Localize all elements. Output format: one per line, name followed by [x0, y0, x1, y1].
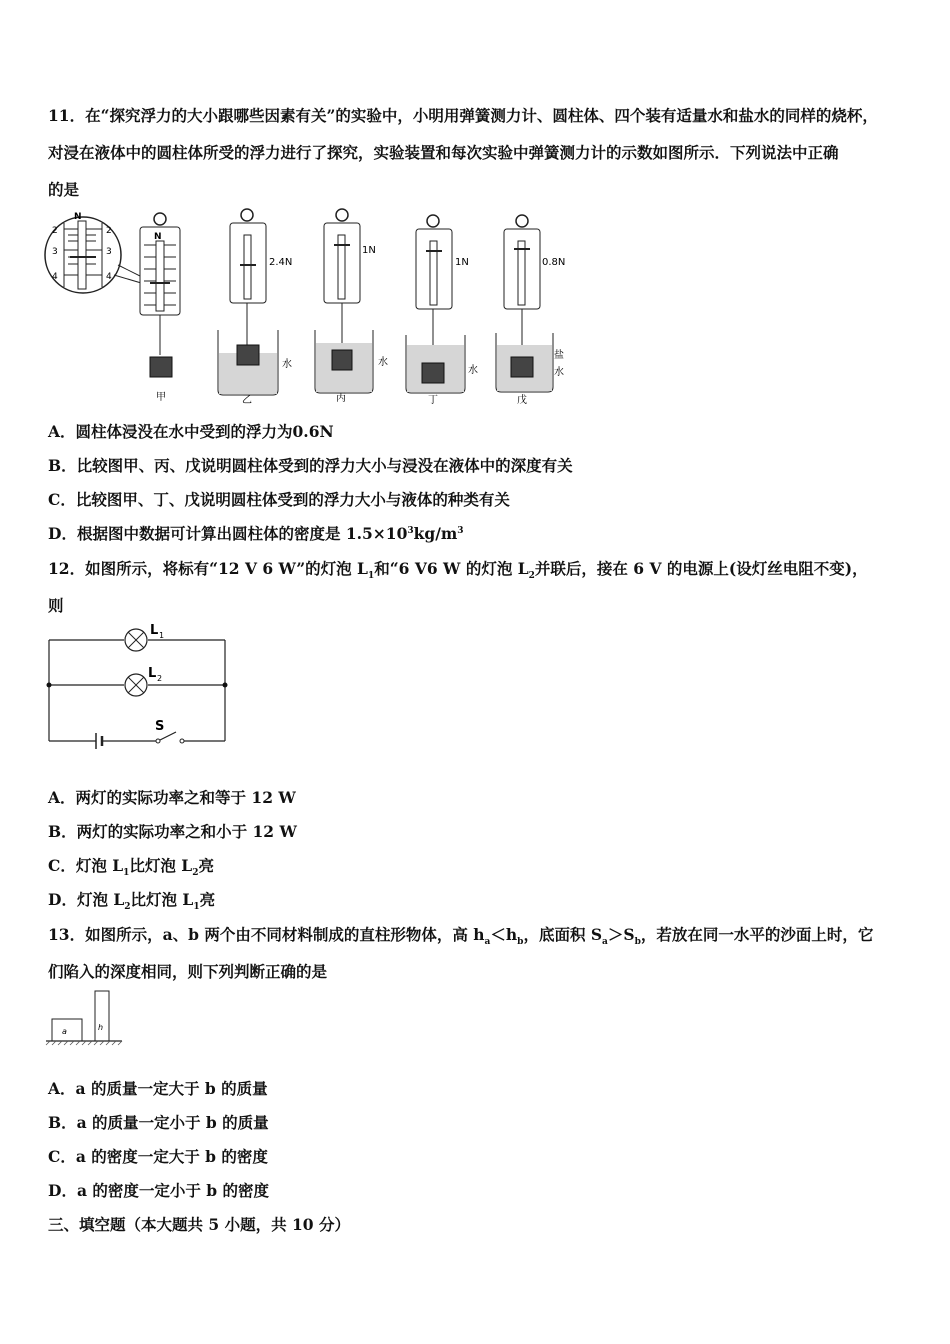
svg-text:水: 水 [468, 365, 478, 376]
q13-option-d[interactable]: D．a 的密度一定小于 b 的密度 [48, 1181, 270, 1200]
q12-stem-line1: 12．如图所示，将标有“12 V 6 W”的灯泡 $L_1$和“6 V6 W 的灯泡 $L_2$并联后，接在 6 V 的电源上(设灯丝电阻不变)， [48, 559, 868, 582]
spring-scale-ding [406, 215, 478, 406]
lamp-l1 [125, 623, 164, 651]
svg-text:4: 4 [52, 272, 58, 282]
spring-scale-yi [218, 209, 292, 406]
svg-text:2: 2 [106, 226, 112, 236]
spring-scale-wu [496, 215, 565, 406]
q11-stem-line2: 对浸在液体中的圆柱体所受的浮力进行了探究，实验装置和每次实验中弹簧测力计的示数如图所示．下列说法中正确 [48, 143, 839, 162]
q13-stem-line1: 13．如图所示，a、b 两个由不同材料制成的直柱形物体，高 $h_a<h_b$，底面积 $S_a>S_b$，若放在同一水平的沙面上时，它 [48, 925, 874, 948]
spring-scale-bing [315, 209, 388, 404]
svg-text:h: h [98, 1023, 104, 1032]
svg-text:S: S [155, 719, 165, 734]
q11-option-b[interactable]: B．比较图甲、丙、戊说明圆柱体受到的浮力大小与浸没在液体中的深度有关 [48, 456, 573, 475]
svg-text:丙: 丙 [336, 393, 346, 404]
q11-option-c[interactable]: C．比较图甲、丁、戊说明圆柱体受到的浮力大小与液体的种类有关 [48, 490, 510, 509]
svg-text:a: a [62, 1027, 67, 1036]
q12-option-d[interactable]: D．灯泡 $L_2$比灯泡 $L_1$亮 [48, 890, 216, 913]
svg-text:3: 3 [106, 247, 112, 257]
svg-text:1: 1 [159, 631, 165, 640]
svg-text:盐: 盐 [554, 350, 564, 361]
svg-text:戊: 戊 [517, 395, 527, 406]
lamp-l2 [125, 666, 162, 696]
q12-option-a[interactable]: A．两灯的实际功率之和等于 12 W [48, 788, 296, 807]
section-3-heading: 三、填空题（本大题共 5 小题，共 10 分） [48, 1215, 350, 1234]
svg-text:L: L [148, 666, 157, 681]
svg-text:水: 水 [378, 357, 388, 368]
spring-scale-jia [140, 213, 180, 403]
svg-text:甲: 甲 [156, 392, 166, 403]
q12-option-c[interactable]: C．灯泡 $L_1$比灯泡 $L_2$亮 [48, 856, 214, 879]
svg-text:水: 水 [554, 367, 564, 378]
q12-circuit [44, 620, 244, 755]
q11-stem-line3: 的是 [48, 180, 80, 199]
svg-text:2: 2 [52, 226, 58, 236]
svg-text:L: L [150, 623, 159, 638]
svg-text:2.4N: 2.4N [269, 257, 293, 268]
svg-text:2: 2 [157, 674, 163, 683]
q13-option-b[interactable]: B．a 的质量一定小于 b 的质量 [48, 1113, 269, 1132]
switch-s [155, 719, 184, 743]
battery-icon [96, 733, 102, 749]
svg-text:3: 3 [52, 247, 58, 257]
svg-text:乙: 乙 [242, 395, 252, 406]
magnifier [45, 212, 148, 293]
svg-text:4: 4 [106, 272, 112, 282]
svg-text:丁: 丁 [428, 395, 438, 406]
svg-text:N: N [154, 232, 162, 242]
svg-text:1N: 1N [362, 245, 376, 256]
svg-text:N: N [74, 212, 82, 222]
q12-option-b[interactable]: B．两灯的实际功率之和小于 12 W [48, 822, 297, 841]
svg-text:1N: 1N [455, 257, 469, 268]
q13-option-a[interactable]: A．a 的质量一定大于 b 的质量 [48, 1079, 268, 1098]
q13-stem-line2: 们陷入的深度相同，则下列判断正确的是 [48, 962, 328, 981]
q12-stem-line2: 则 [48, 596, 64, 615]
svg-text:0.8N: 0.8N [542, 257, 566, 268]
q11-option-a[interactable]: A．圆柱体浸没在水中受到的浮力为0.6N [48, 422, 334, 441]
q11-figure [40, 205, 600, 410]
q13-figure [44, 988, 126, 1050]
q11-stem-line1: 11．在“探究浮力的大小跟哪些因素有关”的实验中，小明用弹簧测力计、圆柱体、四个装有适量水和盐水的同样的烧杯， [48, 106, 878, 125]
svg-text:水: 水 [282, 359, 292, 370]
q11-option-d[interactable]: D．根据图中数据可计算出圆柱体的密度是 $1.5\times 10^3kg/m^3$ [48, 524, 464, 543]
q13-option-c[interactable]: C．a 的密度一定大于 b 的密度 [48, 1147, 268, 1166]
